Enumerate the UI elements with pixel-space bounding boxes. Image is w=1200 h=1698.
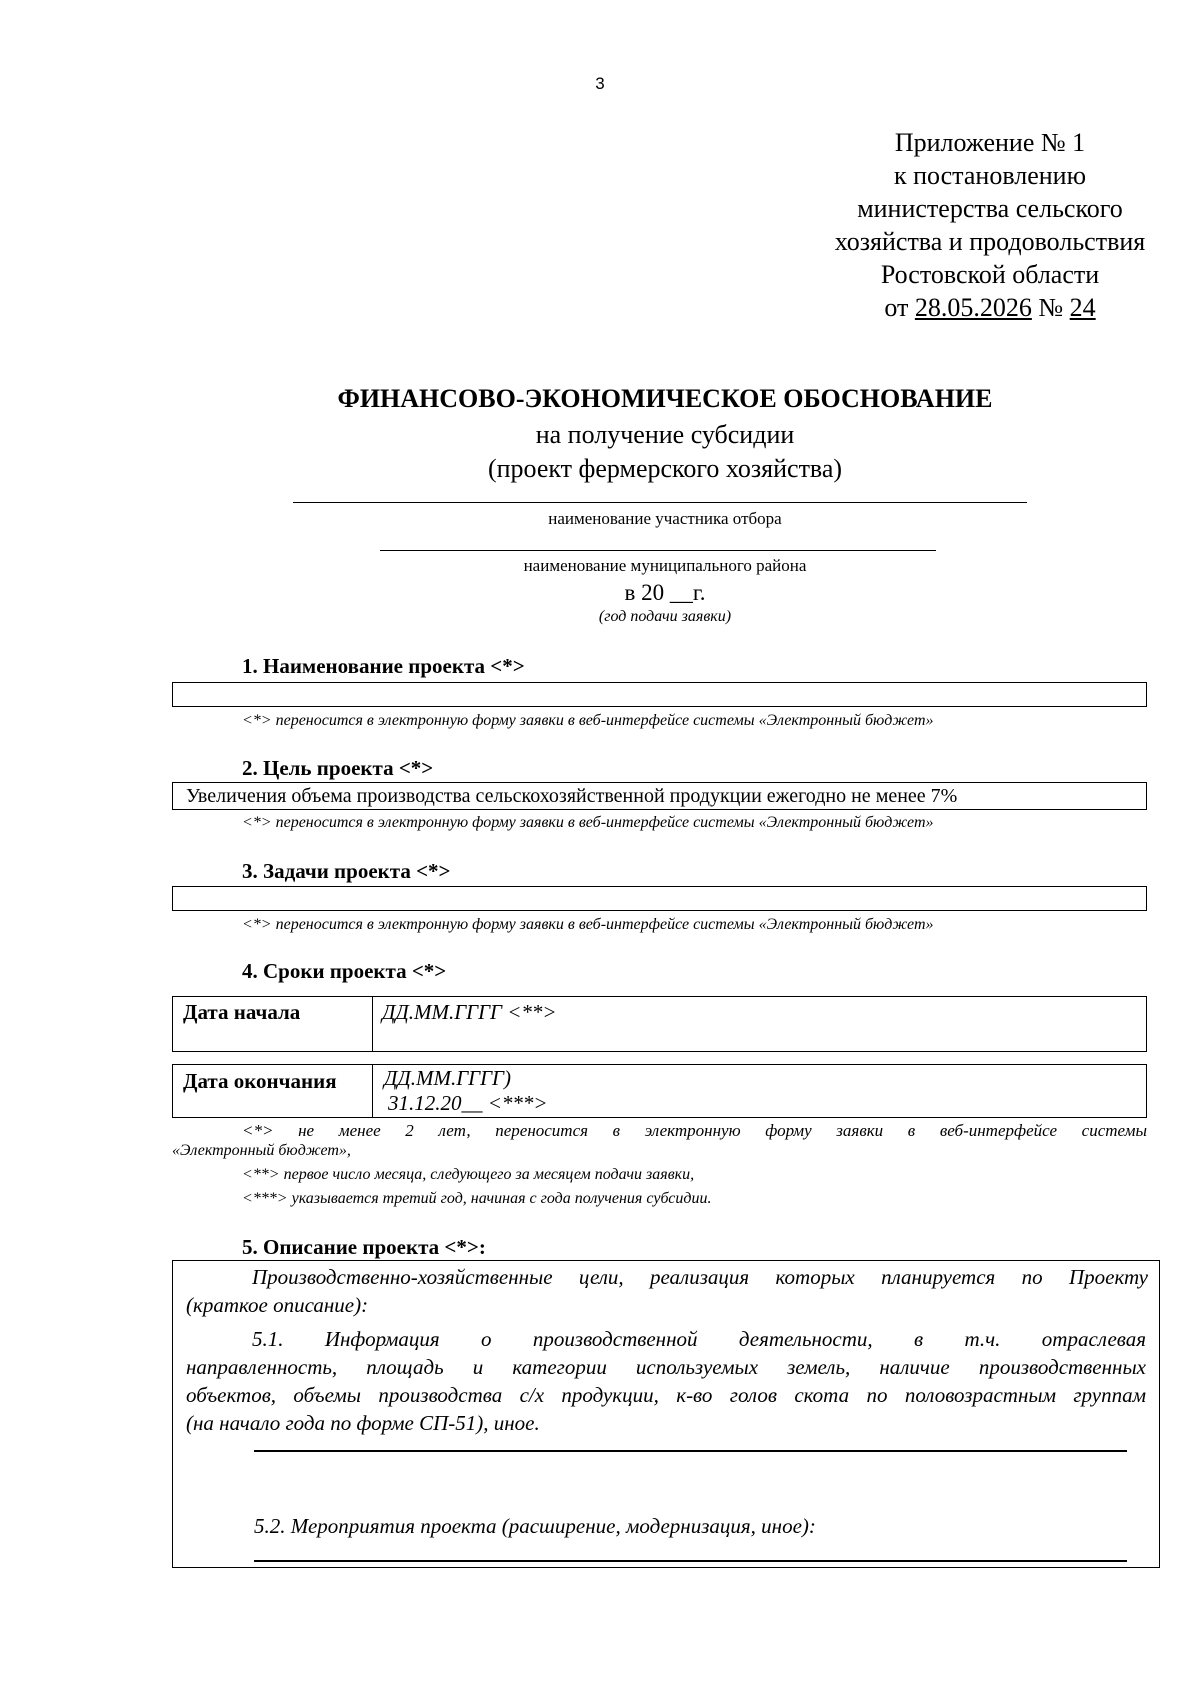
district-name-line[interactable] xyxy=(380,550,936,551)
section-4-note-1-continued: «Электронный бюджет», xyxy=(172,1142,351,1159)
appendix-line: Приложение № 1 xyxy=(894,128,1086,157)
appendix-line: Ростовской области xyxy=(880,260,1100,289)
appendix-line: министерства сельского xyxy=(857,194,1123,223)
section-5-1-line3: объектов, объемы производства с/х продукции, к-во голов скота по половозрастным группам xyxy=(186,1383,1146,1407)
description-intro-line2: (краткое описание): xyxy=(186,1293,369,1317)
section-2-note: <*> переносится в электронную форму заявки в веб-интерфейсе системы «Электронный бюджет» xyxy=(242,814,934,831)
appendix-line: хозяйства и продовольствия xyxy=(834,227,1146,256)
table-divider xyxy=(372,1064,373,1118)
project-name-field[interactable] xyxy=(172,682,1147,707)
document-subtitle-project: (проект фермерского хозяйства) xyxy=(487,454,843,483)
section-1-note: <*> переносится в электронную форму заявки в веб-интерфейсе системы «Электронный бюджет» xyxy=(242,712,934,729)
start-date-row xyxy=(172,996,1147,1052)
end-date-value-year[interactable]: 31.12.20__ <***> xyxy=(388,1091,548,1115)
section-5-1-line4: (на начало года по форме СП-51), иное. xyxy=(186,1411,540,1435)
district-caption: наименование муниципального района xyxy=(523,556,807,575)
start-date-label: Дата начала xyxy=(183,1000,301,1024)
project-goal-value: Увеличения объема производства сельскохозяйственной продукции ежегодно не менее 7% xyxy=(186,785,958,807)
section-4-note-3: <***> указывается третий год, начиная с года получения субсидии. xyxy=(242,1190,712,1207)
section-5-2-label: 5.2. Мероприятия проекта (расширение, модернизация, иное): xyxy=(254,1514,816,1538)
section-2-heading: 2. Цель проекта <*> xyxy=(242,756,434,780)
section-4-note-1: <*> не менее 2 лет, переносится в электронную форму заявки в веб-интерфейсе системы xyxy=(242,1121,1147,1140)
description-intro-line1: Производственно-хозяйственные цели, реализация которых планируется по Проекту xyxy=(252,1265,1148,1289)
section-5-2-answer-line[interactable] xyxy=(254,1560,1127,1562)
end-date-value-format[interactable]: ДД.ММ.ГГГГ) xyxy=(384,1066,511,1090)
appendix-line: к постановлению xyxy=(893,161,1087,190)
section-5-heading: 5. Описание проекта <*>: xyxy=(242,1235,486,1259)
section-3-heading: 3. Задачи проекта <*> xyxy=(242,859,451,883)
table-divider xyxy=(372,996,373,1052)
section-4-heading: 4. Сроки проекта <*> xyxy=(242,959,447,983)
section-5-1-line1: 5.1. Информация о производственной деятельности, в т.ч. отраслевая xyxy=(252,1327,1146,1351)
start-date-value[interactable]: ДД.ММ.ГГГГ <**> xyxy=(382,1000,557,1024)
participant-name-line[interactable] xyxy=(293,502,1027,503)
section-5-1-answer-line[interactable] xyxy=(254,1450,1127,1452)
section-5-1-line2: направленность, площадь и категории используемых земель, наличие производственных xyxy=(186,1355,1146,1379)
end-date-label: Дата окончания xyxy=(183,1069,337,1093)
project-tasks-field[interactable] xyxy=(172,886,1147,911)
document-title: ФИНАНСОВО-ЭКОНОМИЧЕСКОЕ ОБОСНОВАНИЕ xyxy=(337,384,993,413)
year-caption: (год подачи заявки) xyxy=(598,608,732,625)
resolution-date: 28.05.2026 xyxy=(914,293,1032,322)
section-1-heading: 1. Наименование проекта <*> xyxy=(242,654,525,678)
resolution-number: 24 xyxy=(1069,293,1096,322)
document-subtitle: на получение субсидии xyxy=(535,420,795,449)
number-prefix: № xyxy=(1038,293,1064,322)
date-prefix: от xyxy=(884,293,909,322)
participant-caption: наименование участника отбора xyxy=(548,509,782,528)
section-4-note-2: <**> первое число месяца, следующего за месяцем подачи заявки, xyxy=(242,1166,695,1183)
application-year: в 20 __г. xyxy=(624,580,706,605)
appendix-block xyxy=(790,126,1190,324)
appendix-date-line xyxy=(790,291,1190,324)
page-number: 3 xyxy=(595,74,605,93)
section-3-note: <*> переносится в электронную форму заявки в веб-интерфейсе системы «Электронный бюджет» xyxy=(242,916,934,933)
